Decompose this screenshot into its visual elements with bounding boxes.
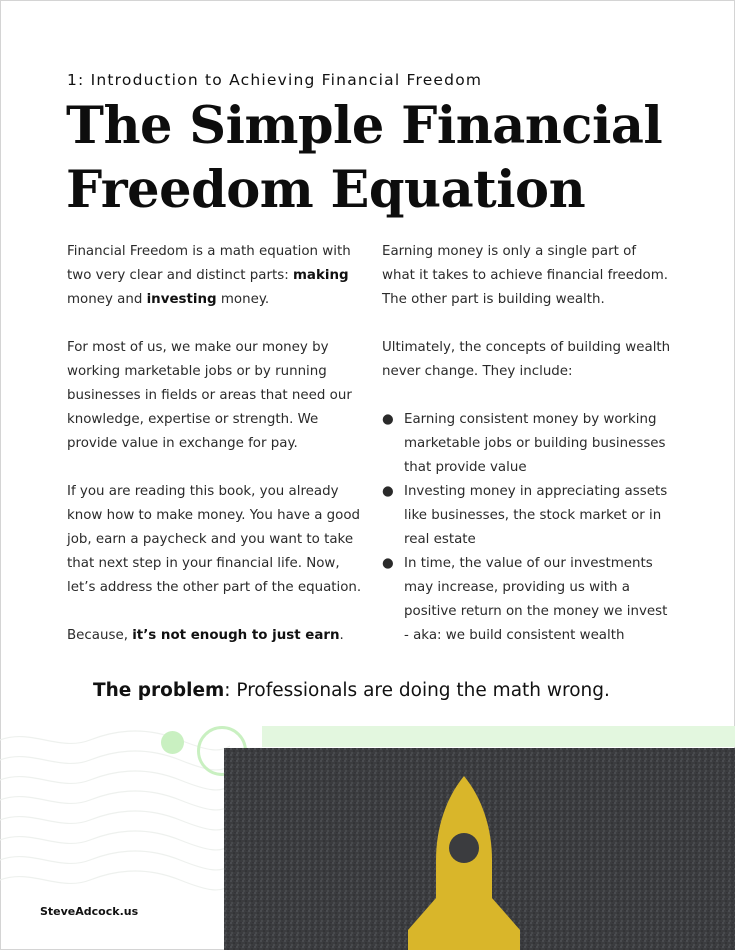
problem-callout	[93, 680, 610, 701]
bullet-text: Investing money in appreciating assets like businesses, the stock market or in real estate	[404, 484, 668, 547]
earning-paragraph: Earning money is only a single part of what it takes to achieve financial freedom. The other part is building wealth.	[382, 244, 668, 307]
intro-text-c: money.	[216, 292, 270, 307]
asphalt-rocket-image	[224, 748, 735, 950]
because-paragraph	[67, 624, 367, 648]
problem-text: : Professionals are doing the math wrong.	[224, 680, 610, 701]
reader-paragraph: If you are reading this book, you already know how to make money. You have a good job, earn a paycheck and you want to take that next step in your financial life. Now, let’s address the other part of the equation.	[67, 484, 362, 595]
because-period: .	[339, 628, 344, 643]
rocket-photo	[224, 748, 735, 950]
intro-text-a: Financial Freedom is a math equation with two very clear and distinct parts:	[67, 244, 351, 283]
accent-dot	[161, 731, 184, 754]
footer-site: SteveAdcock.us	[40, 905, 139, 918]
page-title	[66, 94, 706, 222]
concepts-paragraph: Ultimately, the concepts of building wealth never change. They include:	[382, 340, 671, 379]
bullet-icon: ●	[382, 484, 394, 499]
rocket-window	[449, 833, 479, 863]
left-column	[67, 240, 367, 672]
bullet-text: Earning consistent money by working marketable jobs or building businesses that provide value	[404, 412, 666, 475]
title-line-1: The Simple Financial	[66, 96, 663, 156]
bullet-text: In time, the value of our investments may increase, providing us with a positive return on the money we invest - aka: we build consistent wealth	[404, 556, 668, 643]
list-item	[382, 480, 672, 552]
list-item	[382, 408, 672, 480]
accent-band	[262, 726, 735, 747]
because-bold: it’s not enough to just earn	[132, 628, 340, 643]
intro-text-b: money and	[67, 292, 147, 307]
making-money-paragraph: For most of us, we make our money by working marketable jobs or by running businesses in fields or areas that need our knowledge, expertise or strength. We provide value in exchange for pay.	[67, 340, 352, 451]
bullet-icon: ●	[382, 556, 394, 571]
wealth-bullet-list	[382, 408, 672, 648]
chapter-kicker: 1: Introduction to Achieving Financial Freedom	[67, 71, 483, 89]
intro-bold-making: making	[292, 268, 349, 283]
right-column	[382, 240, 672, 648]
title-line-2: Freedom Equation	[66, 160, 586, 220]
decorative-waves	[0, 720, 230, 910]
because-text: Because,	[67, 628, 133, 643]
intro-paragraph	[67, 240, 367, 312]
bullet-icon: ●	[382, 412, 394, 427]
list-item	[382, 552, 672, 648]
intro-bold-investing: investing	[146, 292, 217, 307]
problem-label: The problem	[93, 680, 225, 701]
